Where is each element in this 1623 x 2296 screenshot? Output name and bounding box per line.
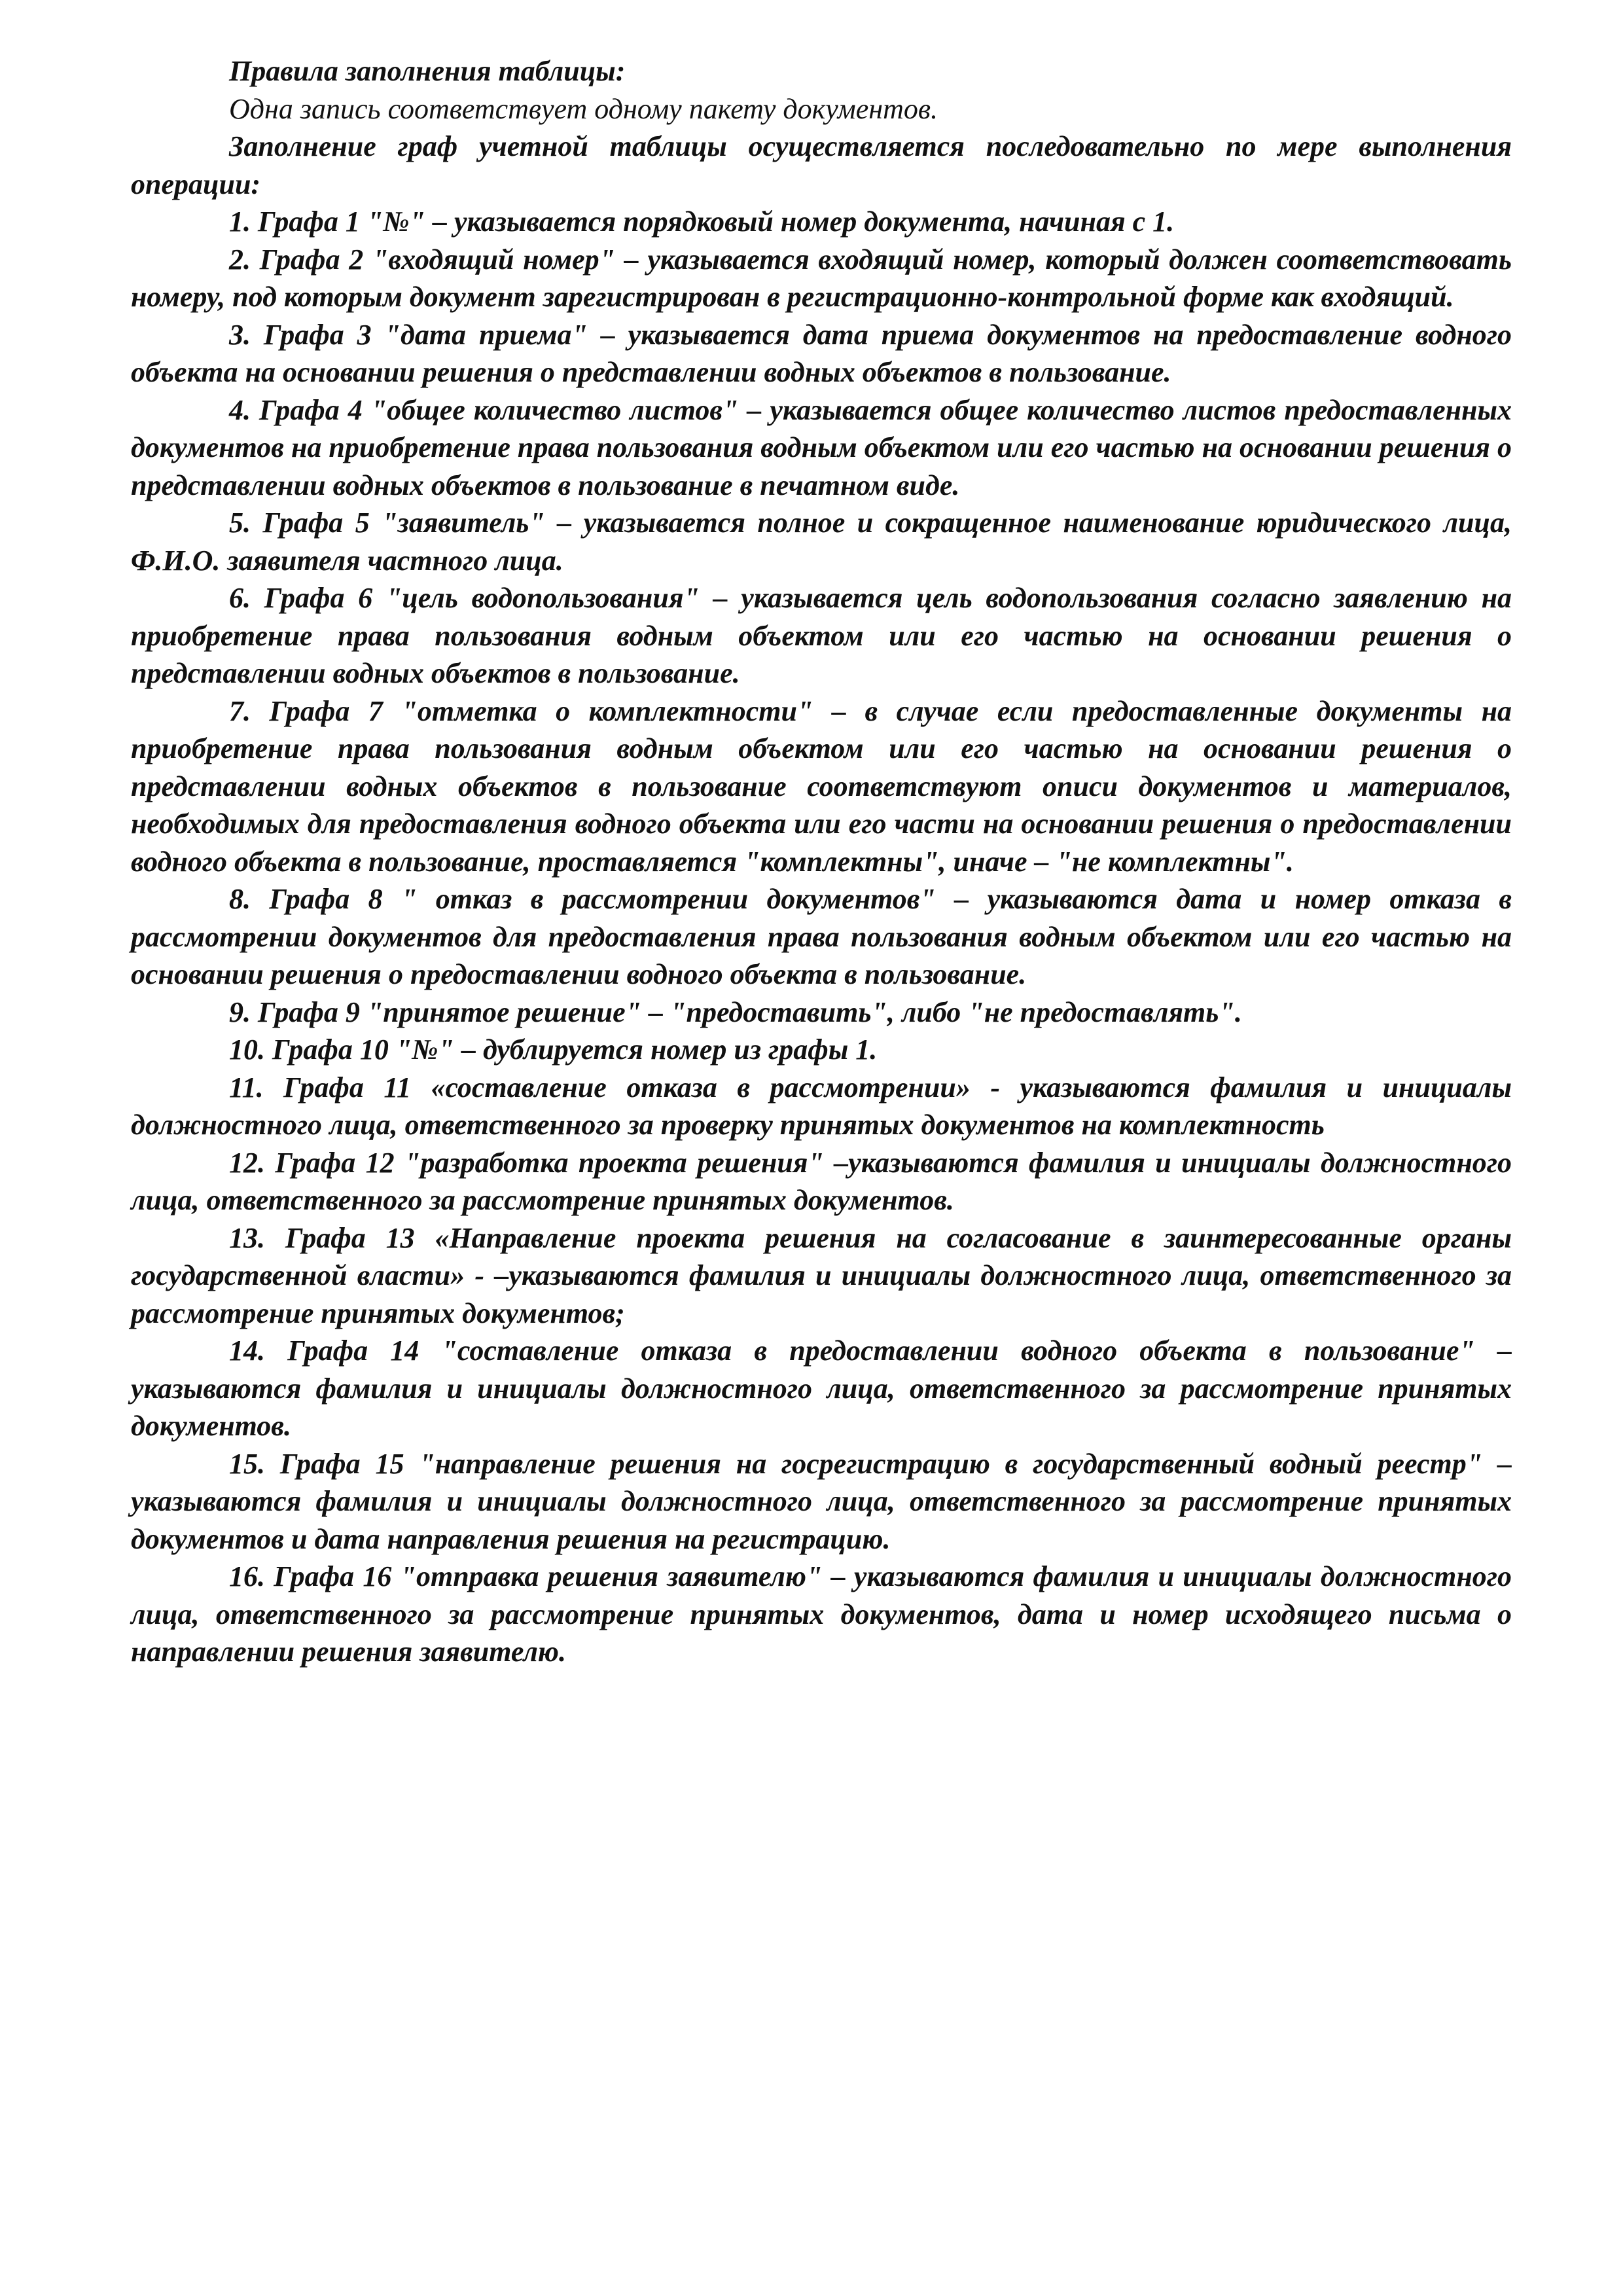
- rule-item-5: 5. Графа 5 "заявитель" – указывается полное и сокращенное наименование юридического лица, Ф.И.О. заявителя частного лица.: [131, 507, 1512, 577]
- rule-item-6: 6. Графа 6 "цель водопользования" – указывается цель водопользования согласно заявлению на приобретение права пользования водным объектом или его частью на основании решения о представлении водных объектов в пользование.: [131, 582, 1512, 689]
- rule-item-13: 13. Графа 13 «Направление проекта решения на согласование в заинтересованные органы государственной власти» - –указываются фамилия и инициалы должностного лица, ответственного за рассмотрение принятых документов;: [131, 1221, 1512, 1329]
- rule-item-7: 7. Графа 7 "отметка о комплектности" – в случае если предоставленные документы на приобретение права пользования водным объектом или его частью на основании решения о представлении водных объектов в пользование соответствуют описи документов и материалов, необходимых для предоставления водного объекта или его части на основании решения о предоставлении водного объекта в пользование, проставляется "комплектны", иначе – "не комплектны".: [131, 694, 1512, 878]
- rule-item-8: 8. Графа 8 " отказ в рассмотрении документов" – указываются дата и номер отказа в рассмотрении документов для предоставления права пользования водным объектом или его частью на основании решения о предоставлении водного объекта в пользование.: [131, 883, 1512, 990]
- rule-item-3: 3. Графа 3 "дата приема" – указывается дата приема документов на предоставление водного объекта на основании решения о представлении водных объектов в пользование.: [131, 318, 1512, 388]
- rule-item-10: 10. Графа 10 "№" – дублируется номер из графы 1.: [229, 1033, 878, 1066]
- document-body: [131, 52, 1512, 1671]
- rule-item-15: 15. Графа 15 "направление решения на госрегистрацию в государственный водный реестр" – указываются фамилия и инициалы должностного лица, ответственного за рассмотрение принятых документов и дата направления решения на регистрацию.: [131, 1447, 1512, 1555]
- rule-item-1: 1. Графа 1 "№" – указывается порядковый номер документа, начиная с 1.: [229, 206, 1175, 238]
- rule-item-2: 2. Графа 2 "входящий номер" – указывается входящий номер, который должен соответствовать номеру, под которым документ зарегистрирован в регистрационно-контрольной форме как входящий.: [131, 243, 1512, 313]
- rule-item-11: 11. Графа 11 «составление отказа в рассмотрении» - указываются фамилия и инициалы должностного лица, ответственного за проверку принятых документов на комплектность: [131, 1071, 1512, 1141]
- rule-item-4: 4. Графа 4 "общее количество листов" – указывается общее количество листов предоставленных документов на приобретение права пользования водным объектом или его частью на основании решения о представлении водных объектов в пользование в печатном виде.: [131, 393, 1512, 501]
- intro-paragraph-2: Заполнение граф учетной таблицы осуществляется последовательно по мере выполнения операции:: [131, 130, 1512, 200]
- rule-item-12: 12. Графа 12 "разработка проекта решения" –указываются фамилия и инициалы должностного лица, ответственного за рассмотрение принятых документов.: [131, 1146, 1512, 1216]
- rule-item-14: 14. Графа 14 "составление отказа в предоставлении водного объекта в пользование" – указываются фамилия и инициалы должностного лица, ответственного за рассмотрение принятых документов.: [131, 1335, 1512, 1442]
- intro-paragraph-1: Одна запись соответствует одному пакету документов.: [229, 92, 938, 125]
- rule-item-9: 9. Графа 9 "принятое решение" – "предоставить", либо "не предоставлять".: [229, 996, 1242, 1028]
- rule-item-16: 16. Графа 16 "отправка решения заявителю" – указываются фамилия и инициалы должностного лица, ответственного за рассмотрение принятых документов, дата и номер исходящего письма о направлении решения заявителю.: [131, 1560, 1512, 1668]
- document-title: Правила заполнения таблицы:: [229, 55, 626, 87]
